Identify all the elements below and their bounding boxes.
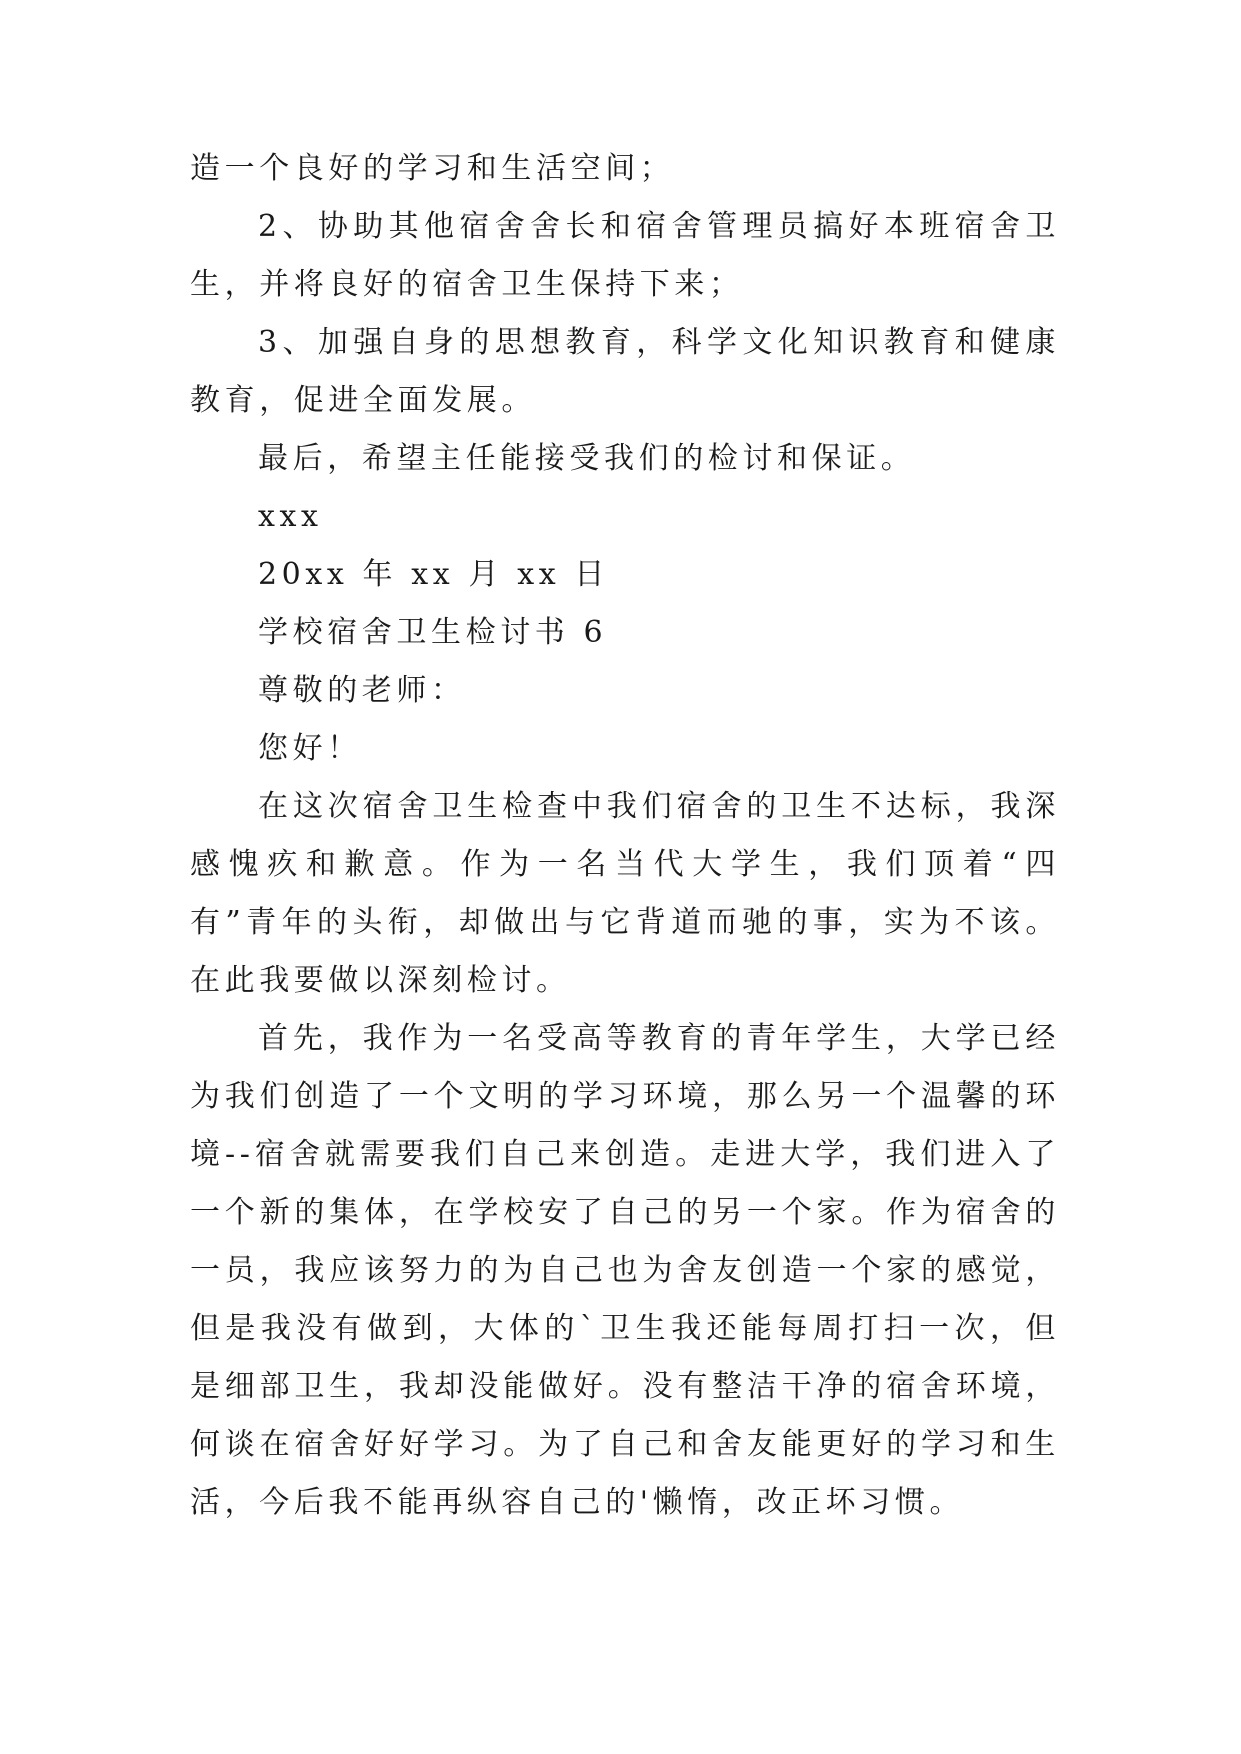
paragraph-item-3: 3、加强自身的思想教育，科学文化知识教育和健康教育，促进全面发展。 bbox=[190, 325, 1060, 418]
greeting: 您好！ bbox=[258, 731, 362, 766]
paragraph-item-2: 2、协助其他宿舍舍长和宿舍管理员搞好本班宿舍卫生，并将良好的宿舍卫生保持下来； bbox=[190, 209, 1060, 302]
paragraph-body-1: 在这次宿舍卫生检查中我们宿舍的卫生不达标，我深感愧疚和歉意。作为一名当代大学生，我们顶着“四有”青年的头衔，却做出与它背道而驰的事，实为不该。在此我要做以深刻检讨。 bbox=[190, 789, 1060, 998]
paragraph-continuation: 造一个良好的学习和生活空间； bbox=[190, 151, 675, 186]
paragraph-body-2: 首先，我作为一名受高等教育的青年学生，大学已经为我们创造了一个文明的学习环境，那么另一个温馨的环境--宿舍就需要我们自己来创造。走进大学，我们进入了一个新的集体，在学校安了自己的另一个家。作为宿舍的一员，我应该努力的为自己也为舍友创造一个家的感觉，但是我没有做到，大体的`卫生我还能每周打扫一次，但是细部卫生，我却没能做好。没有整洁干净的宿舍环境，何谈在宿舍好好学习。为了自己和舍友能更好的学习和生活，今后我不能再纵容自己的'懒惰，改正坏习惯。 bbox=[190, 1021, 1060, 1520]
signature: xxx bbox=[258, 499, 323, 534]
salutation: 尊敬的老师： bbox=[258, 673, 466, 708]
document-page bbox=[190, 140, 1060, 1532]
paragraph-closing: 最后，希望主任能接受我们的检讨和保证。 bbox=[258, 441, 916, 476]
date-line: 20xx 年 xx 月 xx 日 bbox=[258, 557, 609, 592]
section-title: 学校宿舍卫生检讨书 6 bbox=[258, 615, 608, 650]
